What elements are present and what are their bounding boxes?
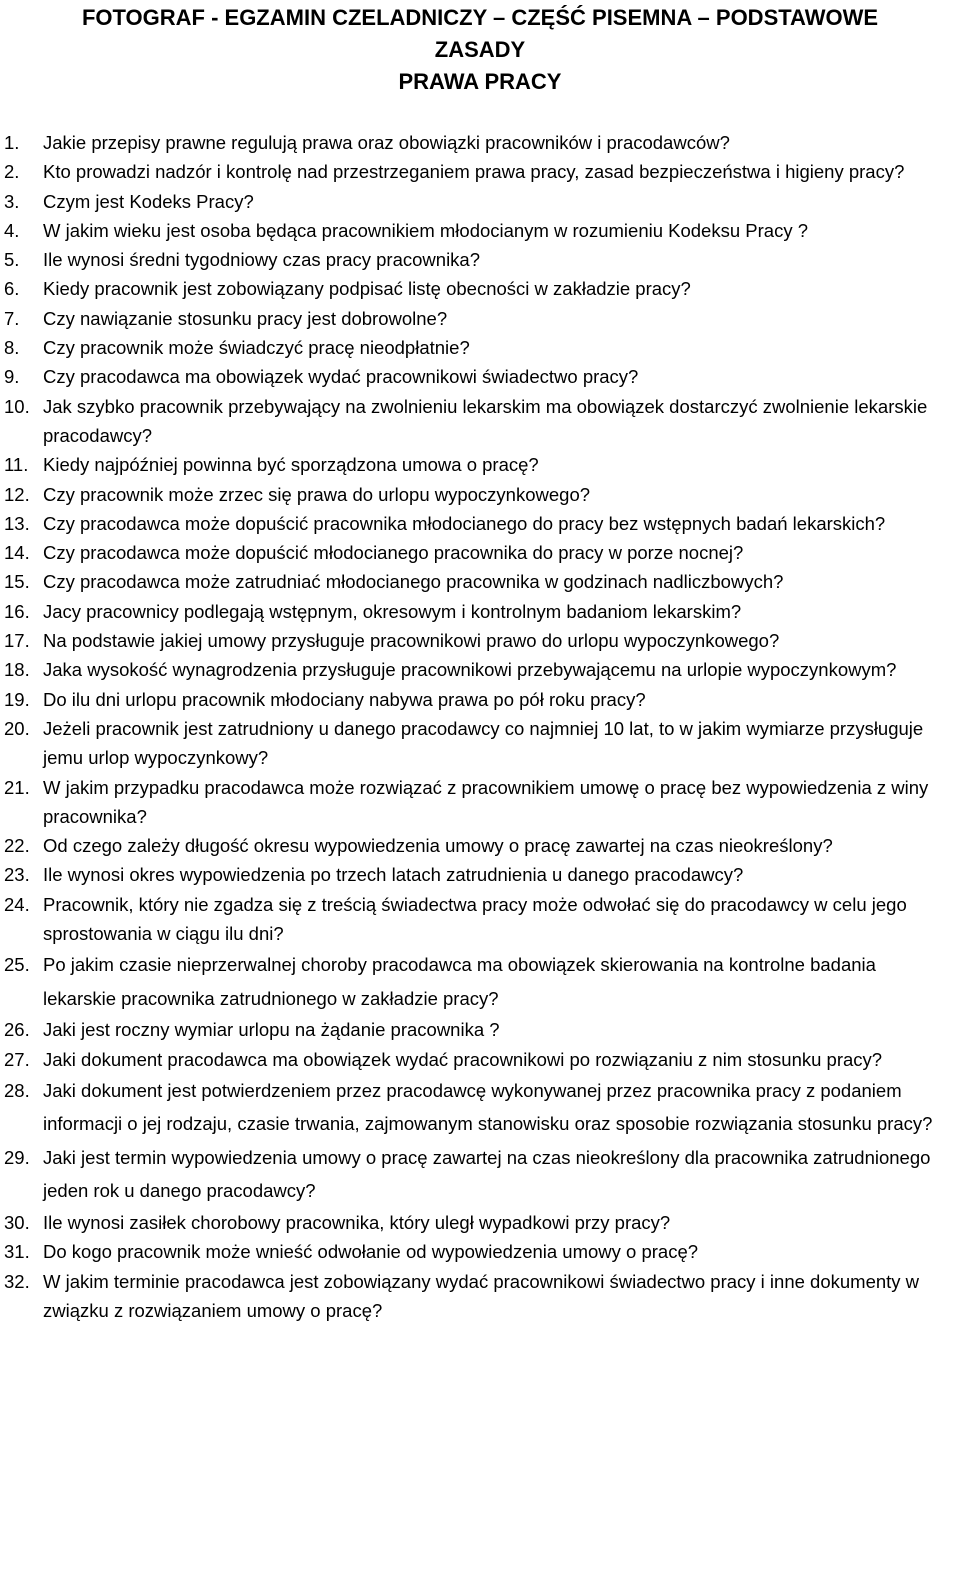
- question-number: 7.: [4, 307, 20, 329]
- question-text: Czy pracodawca może dopuścić pracownika młodocianego do pracy bez wstępnych badań lekarskich?: [43, 512, 886, 534]
- question-text: Czy pracownik może zrzec się prawa do urlopu wypoczynkowego?: [43, 483, 591, 505]
- question-item: [0, 626, 960, 655]
- question-item: [0, 948, 960, 1015]
- question-number: 28.: [4, 1079, 30, 1101]
- question-text: Jaki dokument jest potwierdzeniem przez pracodawcę wykonywanej przez pracownika pracy z podaniem informacji o jej rodzaju, czasie trwania, zajmowanym stanowisku oraz sposobie rozwiązania stosunku pracy?: [43, 1079, 933, 1135]
- question-item: [0, 187, 960, 216]
- question-text: Czy pracownik może świadczyć pracę nieodpłatnie?: [43, 337, 470, 359]
- question-number: 12.: [4, 483, 30, 505]
- document-title: [0, 2, 960, 98]
- question-item: [0, 597, 960, 626]
- question-number: 31.: [4, 1241, 30, 1263]
- question-text: Kiedy pracownik jest zobowiązany podpisać listę obecności w zakładzie pracy?: [43, 278, 691, 300]
- question-item: [0, 538, 960, 567]
- question-item: [0, 1141, 960, 1208]
- question-number: 19.: [4, 688, 30, 710]
- question-number: 30.: [4, 1211, 30, 1233]
- question-item: [0, 1208, 960, 1237]
- question-number: 22.: [4, 835, 30, 857]
- question-number: 9.: [4, 366, 20, 388]
- question-item: [0, 655, 960, 684]
- question-text: Jaka wysokość wynagrodzenia przysługuje pracownikowi przebywającemu na urlopie wypoczynkowym?: [43, 659, 897, 681]
- question-number: 10.: [4, 395, 30, 417]
- question-text: Na podstawie jakiej umowy przysługuje pracownikowi prawo do urlopu wypoczynkowego?: [43, 630, 780, 652]
- question-text: Po jakim czasie nieprzerwalnej choroby pracodawca ma obowiązek skierowania na kontrolne badania lekarskie pracownika zatrudnionego w zakładzie pracy?: [43, 954, 876, 1009]
- question-item: [0, 685, 960, 714]
- question-number: 13.: [4, 512, 30, 534]
- question-item: [0, 860, 960, 889]
- question-number: 17.: [4, 630, 30, 652]
- question-number: 1.: [4, 132, 20, 153]
- question-item: [0, 1045, 960, 1074]
- question-item: [0, 245, 960, 274]
- question-text: Czy pracodawca może dopuścić młodocianego pracownika do pracy w porze nocnej?: [43, 542, 744, 564]
- question-number: 11.: [4, 454, 29, 476]
- question-text: Czy pracodawca ma obowiązek wydać pracownikowi świadectwo pracy?: [43, 366, 639, 388]
- question-item: [0, 1015, 960, 1044]
- question-text: Czym jest Kodeks Pracy?: [43, 190, 254, 212]
- question-text: Czy pracodawca może zatrudniać młodocianego pracownika w godzinach nadliczbowych?: [43, 571, 784, 593]
- title-line-2: ZASADY: [434, 37, 526, 62]
- question-text: Pracownik, który nie zgadza się z treścią świadectwa pracy może odwołać się do pracodawcy w celu jego sprostowania w ciągu ilu dni?: [43, 893, 907, 945]
- question-text: Do kogo pracownik może wnieść odwołanie od wypowiedzenia umowy o pracę?: [43, 1241, 699, 1263]
- question-item: [0, 567, 960, 596]
- question-item: [0, 128, 960, 157]
- question-item: [0, 362, 960, 391]
- question-item: [0, 304, 960, 333]
- question-number: 4.: [4, 219, 20, 241]
- question-number: 2.: [4, 161, 20, 183]
- question-item: [0, 1074, 960, 1141]
- question-item: [0, 509, 960, 538]
- title-line-3: PRAWA PRACY: [398, 69, 562, 94]
- question-number: 16.: [4, 600, 30, 622]
- question-list: [0, 128, 960, 1325]
- question-item: [0, 890, 960, 949]
- question-text: Jakie przepisy prawne regulują prawa oraz obowiązki pracowników i pracodawców?: [43, 132, 730, 153]
- question-number: 21.: [4, 776, 30, 798]
- question-number: 14.: [4, 542, 30, 564]
- question-text: W jakim przypadku pracodawca może rozwiązać z pracownikiem umowę o pracę bez wypowiedzenia z winy pracownika?: [43, 776, 929, 827]
- question-item: [0, 831, 960, 860]
- question-text: W jakim wieku jest osoba będąca pracownikiem młodocianym w rozumieniu Kodeksu Pracy ?: [43, 219, 808, 241]
- question-number: 6.: [4, 278, 20, 300]
- question-number: 8.: [4, 337, 20, 359]
- question-number: 15.: [4, 571, 30, 593]
- question-item: [0, 392, 960, 451]
- question-item: [0, 216, 960, 245]
- question-number: 23.: [4, 864, 30, 886]
- question-number: 24.: [4, 893, 30, 915]
- question-item: [0, 1267, 960, 1326]
- question-text: Jacy pracownicy podlegają wstępnym, okresowym i kontrolnym badaniom lekarskim?: [43, 600, 742, 622]
- question-text: Ile wynosi okres wypowiedzenia po trzech latach zatrudnienia u danego pracodawcy?: [43, 864, 744, 886]
- question-text: Kiedy najpóźniej powinna być sporządzona umowa o pracę?: [43, 454, 539, 476]
- question-number: 26.: [4, 1019, 30, 1041]
- question-text: Czy nawiązanie stosunku pracy jest dobrowolne?: [43, 307, 448, 329]
- question-text: Jeżeli pracownik jest zatrudniony u danego pracodawcy co najmniej 10 lat, to w jakim wymiarze przysługuje jemu urlop wypoczynkowy?: [43, 717, 924, 769]
- question-text: Od czego zależy długość okresu wypowiedzenia umowy o pracę zawartej na czas nieokreślony?: [43, 835, 833, 857]
- question-text: Jaki dokument pracodawca ma obowiązek wydać pracownikowi po rozwiązaniu z nim stosunku pracy?: [43, 1048, 883, 1070]
- question-item: [0, 773, 960, 832]
- question-item: [0, 480, 960, 509]
- question-number: 20.: [4, 717, 30, 739]
- question-text: Ile wynosi zasiłek chorobowy pracownika, który uległ wypadkowi przy pracy?: [43, 1211, 671, 1233]
- question-item: [0, 157, 960, 186]
- question-number: 18.: [4, 659, 30, 681]
- question-item: [0, 274, 960, 303]
- question-number: 5.: [4, 249, 20, 271]
- question-item: [0, 1237, 960, 1266]
- question-item: [0, 333, 960, 362]
- question-item: [0, 450, 960, 479]
- question-text: Jak szybko pracownik przebywający na zwolnieniu lekarskim ma obowiązek dostarczyć zwolnienie lekarskie pracodawcy?: [43, 395, 928, 446]
- question-text: Jaki jest roczny wymiar urlopu na żądanie pracownika ?: [43, 1019, 500, 1041]
- question-number: 27.: [4, 1048, 30, 1070]
- question-text: Jaki jest termin wypowiedzenia umowy o pracę zawartej na czas nieokreślony dla pracownika zatrudnionego jeden rok u danego pracodawcy?: [43, 1146, 931, 1202]
- question-text: Ile wynosi średni tygodniowy czas pracy pracownika?: [43, 249, 481, 271]
- question-item: [0, 714, 960, 773]
- question-number: 3.: [4, 190, 20, 212]
- question-number: 25.: [4, 954, 30, 976]
- question-number: 29.: [4, 1146, 30, 1168]
- question-text: Kto prowadzi nadzór i kontrolę nad przestrzeganiem prawa pracy, zasad bezpieczeństwa i higieny pracy?: [43, 161, 905, 183]
- question-text: Do ilu dni urlopu pracownik młodociany nabywa prawa po pół roku pracy?: [43, 688, 646, 710]
- title-line-1: FOTOGRAF - EGZAMIN CZELADNICZY – CZĘŚĆ PISEMNA – PODSTAWOWE: [81, 5, 879, 30]
- question-number: 32.: [4, 1270, 30, 1292]
- question-text: W jakim terminie pracodawca jest zobowiązany wydać pracownikowi świadectwo pracy i inne dokumenty w związku z rozwiązaniem umowy o pracę?: [43, 1270, 920, 1321]
